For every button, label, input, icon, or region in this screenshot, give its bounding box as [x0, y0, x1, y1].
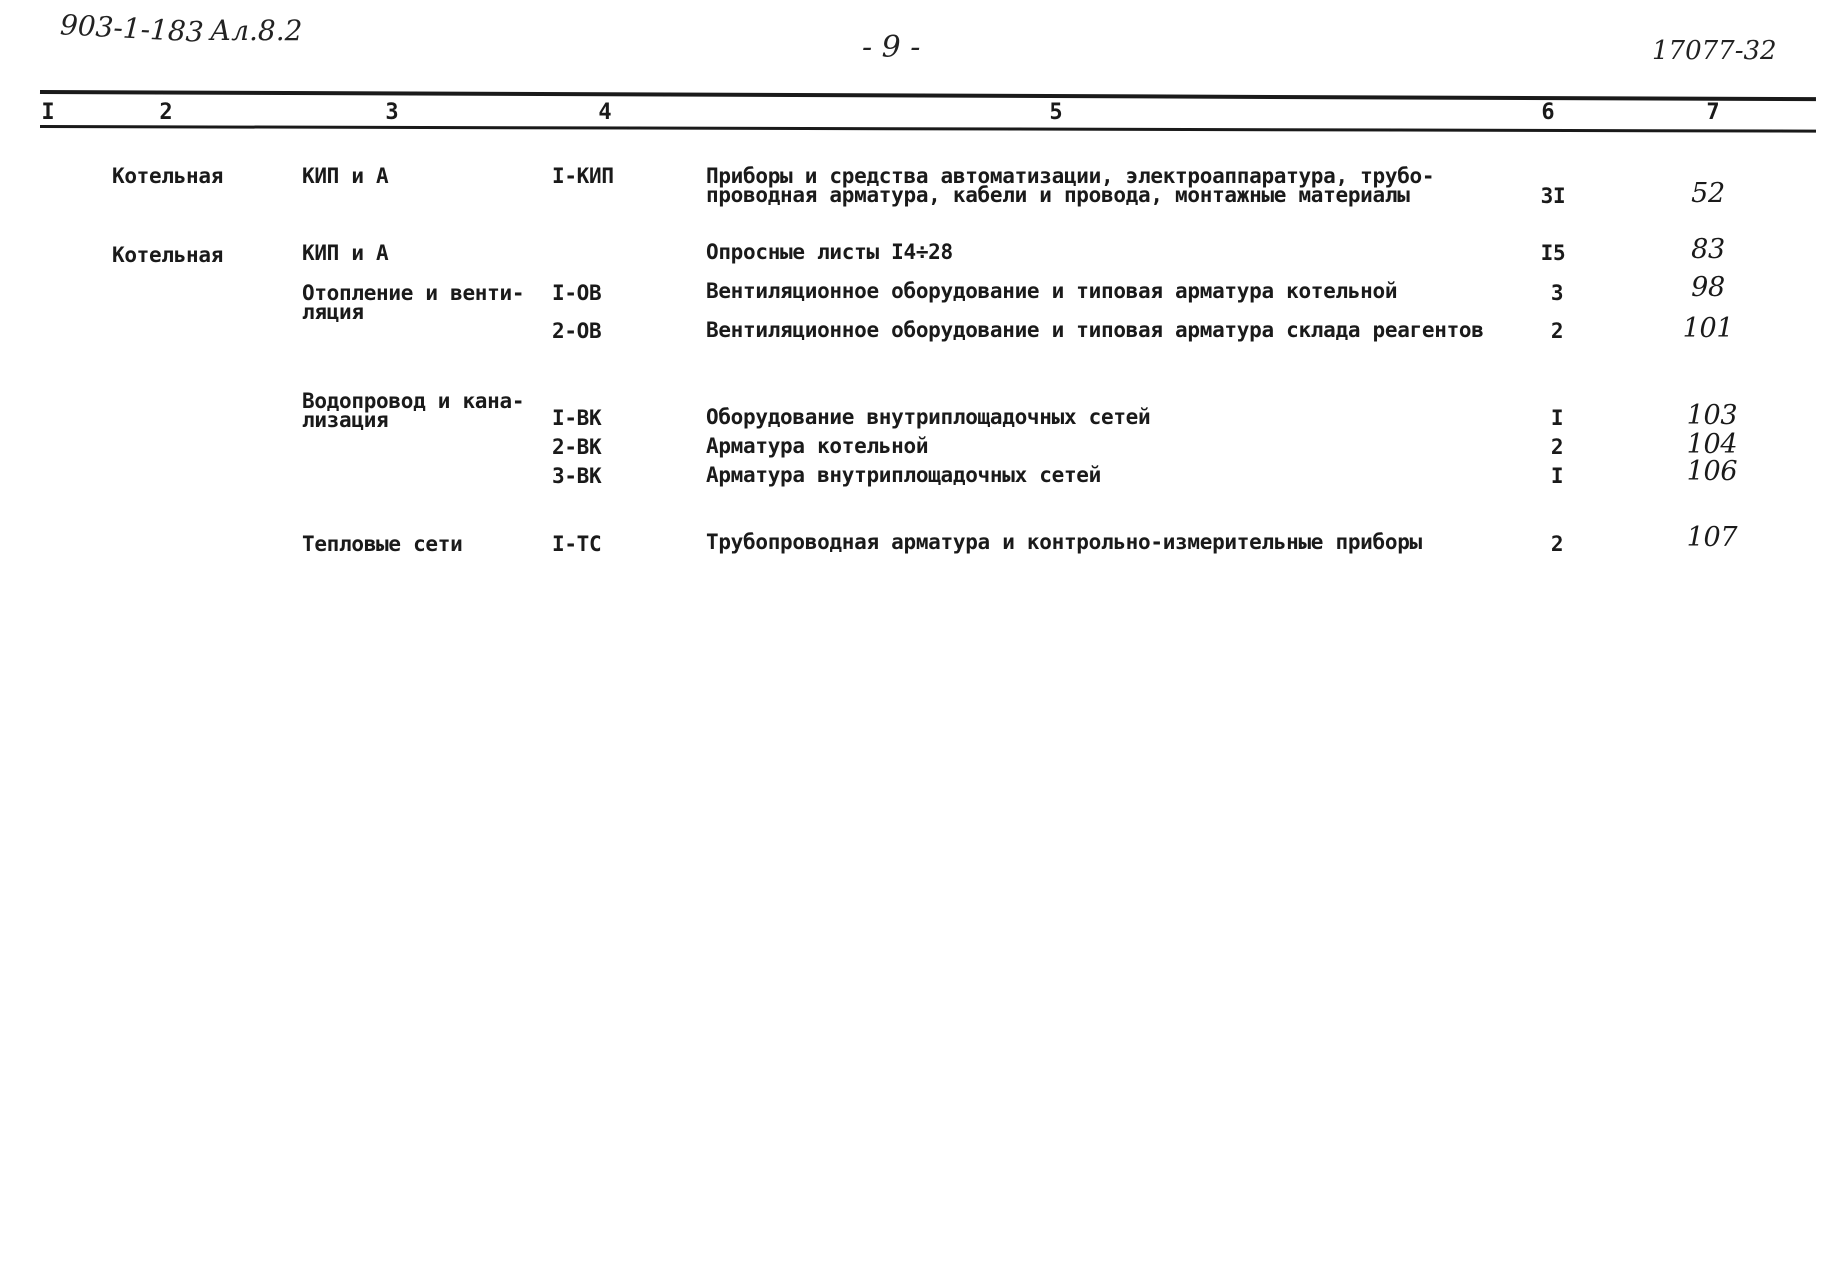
cell-sheets: 3I — [1540, 184, 1566, 208]
cell-page: 106 — [1686, 456, 1738, 487]
cell-section: КИП и А — [302, 164, 389, 188]
cell-sheets: 2 — [1550, 532, 1564, 556]
cell-mark: 2-ОВ — [552, 319, 602, 343]
page-number: - 9 - — [862, 30, 921, 65]
column-number-6: 6 — [1541, 100, 1555, 125]
column-number-5: 5 — [1049, 100, 1063, 125]
cell-object: Котельная — [112, 243, 224, 267]
cell-name: Оборудование внутриплощадочных сетей — [706, 405, 1151, 429]
cell-name: Вентиляционное оборудование и типовая арматура склада реагентов — [706, 318, 1484, 342]
cell-sheets: I — [1550, 406, 1564, 430]
cell-mark: I-ВК — [552, 406, 602, 430]
cell-mark: 3-ВК — [552, 464, 602, 488]
column-number-7: 7 — [1706, 100, 1720, 125]
column-number-3: 3 — [385, 100, 399, 125]
cell-page: 83 — [1691, 234, 1725, 265]
cell-sheets: 2 — [1550, 435, 1564, 459]
cell-section: Водопровод и кана- лизация — [302, 389, 525, 432]
document-code: 903-1-183 — [59, 8, 205, 49]
cell-page: 107 — [1686, 522, 1738, 553]
cell-name: Вентиляционное оборудование и типовая арматура котельной — [706, 279, 1398, 303]
cell-sheets: 3 — [1550, 281, 1564, 305]
cell-mark: 2-ВК — [552, 435, 602, 459]
cell-object: Котельная — [112, 164, 224, 188]
cell-sheets: 2 — [1550, 319, 1564, 343]
album-number: Ал.8.2 — [210, 14, 303, 47]
header-bottom-rule — [40, 125, 1816, 133]
cell-section: Тепловые сети — [302, 532, 463, 556]
cell-section: Отопление и венти- ляция — [302, 281, 525, 324]
cell-page: 52 — [1691, 178, 1725, 209]
cell-name: Арматура внутриплощадочных сетей — [706, 463, 1101, 487]
cell-name: Трубопроводная арматура и контрольно-измерительные приборы — [706, 530, 1422, 554]
inventory-number: 17077-32 — [1652, 36, 1777, 66]
cell-mark: I-КИП — [552, 164, 614, 188]
cell-mark: I-ОВ — [552, 281, 602, 305]
column-number-1: I — [41, 100, 55, 125]
cell-name: Приборы и средства автоматизации, электроаппаратура, трубо- проводная арматура, кабели и провода, монтажные материалы — [706, 164, 1435, 207]
cell-page: 103 — [1686, 400, 1738, 431]
column-number-2: 2 — [159, 100, 173, 125]
cell-page: 104 — [1686, 429, 1738, 460]
cell-page: 101 — [1682, 313, 1734, 344]
cell-page: 98 — [1691, 272, 1725, 303]
cell-sheets: I5 — [1540, 241, 1566, 265]
cell-name: Арматура котельной — [706, 434, 929, 458]
cell-sheets: I — [1550, 464, 1564, 488]
cell-name: Опросные листы I4÷28 — [706, 240, 953, 264]
cell-section: КИП и А — [302, 241, 389, 265]
column-number-4: 4 — [598, 100, 612, 125]
cell-mark: I-ТС — [552, 532, 602, 556]
